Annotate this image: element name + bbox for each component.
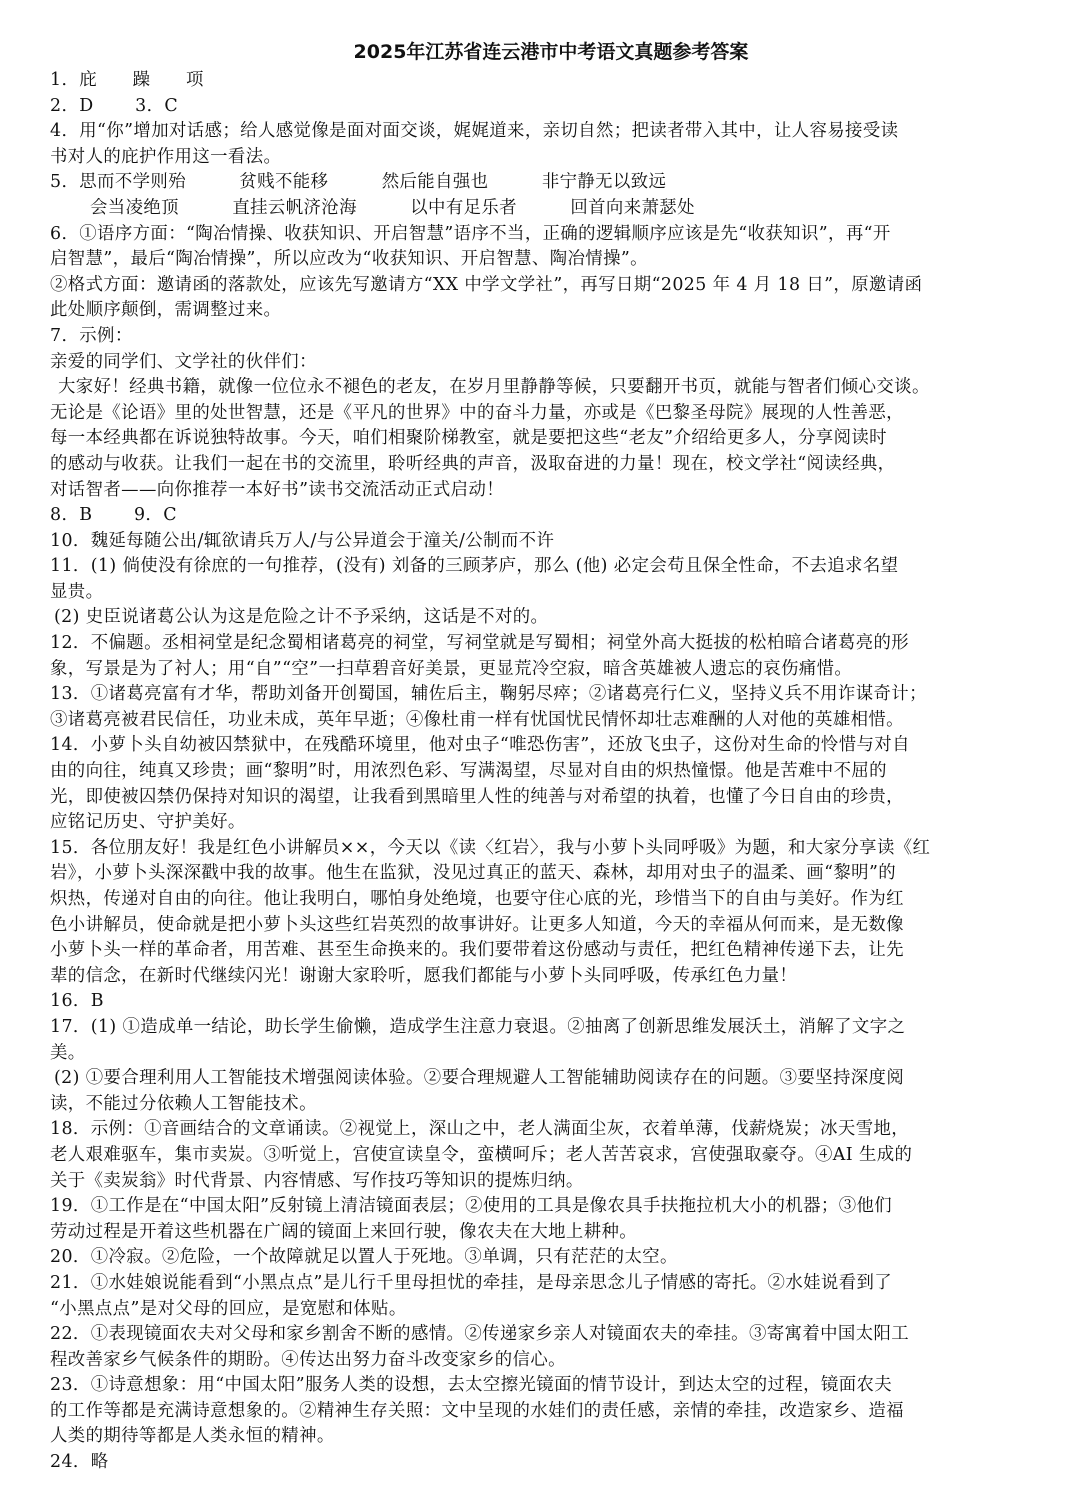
answer-line: 对话智者——向你推荐一本好书”读书交流活动正式启动！ [50,479,505,500]
answer-line: 色小讲解员，使命就是把小萝卜头这些红岩英烈的故事讲好。让更多人知道，今天的幸福从何而来，是无数像 [50,914,904,935]
answer-line: 17．(1) ①造成单一结论，助长学生偷懒，造成学生注意力衰退。②抽离了创新思维发展沃土，消解了文字之 [50,1016,906,1037]
answer-line: 关于《卖炭翁》时代背景、内容情感、写作技巧等知识的提炼归纳。 [50,1170,584,1191]
answer-line: 4．用“你”增加对话感；给人感觉像是面对面交谈，娓娓道来，亲切自然；把读者带入其中，让人容易接受读 [50,121,899,142]
answer-line: 21．①水娃娘说能看到“小黑点点”是儿行千里母担忧的牵挂，是母亲思念儿子情感的寄托。②水娃说看到了 [50,1272,893,1293]
answer-line: 19．①工作是在“中国太阳”反射镜上清洁镜面表层；②使用的工具是像农具手扶拖拉机大小的机器；③他们 [50,1196,893,1217]
page-title: 2025年江苏省连云港市中考语文真题参考答案 [353,41,749,63]
answer-line: ③诸葛亮被君民信任，功业未成，英年早逝；④像杜甫一样有忧国忧民情怀却壮志难酬的人对他的英雄相惜。 [50,709,904,730]
answer-line: 亲爱的同学们、文学社的伙伴们： [50,351,317,372]
answer-line: 读，不能过分依赖人工智能技术。 [50,1093,317,1114]
answer-line: 6．①语序方面：“陶冶情操、收获知识、开启智慧”语序不当，正确的逻辑顺序应该是先“收获知识”，再“开 [50,223,891,244]
answer-line: 的工作等都是充满诗意想象的。②精神生存关照：文中呈现的水娃们的责任感，亲情的牵挂，改造家乡、造福 [50,1400,904,1421]
answer-line: (2) 史臣说诸葛公认为这是危险之计不予采纳，这话是不对的。 [54,607,549,628]
answer-line: 16．B [50,991,104,1012]
answer-line: 13．①诸葛亮富有才华，帮助刘备开创蜀国，辅佐后主，鞠躬尽瘁；②诸葛亮行仁义，坚持义兵不用诈谋奇计； [50,684,927,705]
answer-line: 小萝卜头一样的革命者，用苦难、甚至生命换来的。我们要带着这份感动与责任，把红色精神传递下去，让先 [50,940,904,961]
answer-line: 显贵。 [50,581,104,602]
answer-line: 1．庇 躁 项 [50,70,204,90]
answer-line: 象，写景是为了衬人；用“自”“空”一扫草碧音好美景，更显荒冷空寂，暗含英雄被人遗忘的哀伤痛惜。 [50,658,853,679]
answer-line: 程改善家乡气候条件的期盼。④传达出努力奋斗改变家乡的信心。 [50,1349,566,1370]
answer-line: 会当凌绝顶 直挂云帆济沧海 以中有足乐者 回首向来萧瑟处 [90,197,695,218]
answer-line: 辈的信念，在新时代继续闪光！谢谢大家聆听，愿我们都能与小萝卜头同呼吸，传承红色力量！ [50,965,798,986]
answer-line: 人类的期待等都是人类永恒的精神。 [50,1426,335,1447]
answer-line: 光，即使被囚禁仍保持对知识的渴望，让我看到黑暗里人性的纯善与对希望的执着，也懂了今日自由的珍贵， [50,786,904,807]
answer-line: 劳动过程是开着这些机器在广阔的镜面上来回行驶，像农夫在大地上耕种。 [50,1221,638,1242]
answer-line: 启智慧”，最后“陶冶情操”，所以应改为“收获知识、开启智慧、陶冶情操”。 [50,249,648,270]
answer-line: 由的向往，纯真又珍贵；画“黎明”时，用浓烈色彩、写满渴望，尽显对自由的炽热憧憬。他是苦难中不屈的 [50,761,887,782]
answer-line: 岩》，小萝卜头深深戳中我的故事。他生在监狱，没见过真正的蓝天、森林，却用对虫子的温柔、画“黎明”的 [50,863,897,884]
answer-line: 18．示例：①音画结合的文章诵读。②视觉上，深山之中，老人满面尘灰，衣着单薄，伐薪烧炭；冰天雪地， [50,1119,910,1140]
answer-line: 23．①诗意想象：用“中国太阳”服务人类的设想，去太空擦光镜面的情节设计，到达太空的过程，镜面农夫 [50,1375,893,1396]
answer-line: 5．思而不学则殆 贫贱不能移 然后能自强也 非宁静无以致远 [50,172,667,193]
answer-line: 20．①冷寂。②危险，一个故障就足以置人于死地。③单调，只有茫茫的太空。 [50,1247,678,1268]
answer-line: ②格式方面：邀请函的落款处，应该先写邀请方“XX 中学文学社”，再写日期“2025 年 4 月 18 日”，原邀请函 [50,274,923,295]
answer-line: 7．示例： [50,325,133,346]
answer-line: 大家好！经典书籍，就像一位位永不褪色的老友，在岁月里静静等候，只要翻开书页，就能与智者们倾心交谈。 [58,377,930,398]
answer-line: 老人艰难驱车，集市卖炭。③听觉上，宫使宣读皇令，蛮横呵斥；老人苦苦哀求，宫使强取豪夺。④AI 生成的 [50,1144,913,1165]
answer-line: “小黑点点”是对父母的回应，是宽慰和体贴。 [50,1298,407,1319]
answer-line: 22．①表现镜面农夫对父母和家乡割舍不断的感情。②传递家乡亲人对镜面农夫的牵挂。③寄寓着中国太阳工 [50,1324,910,1345]
answer-line: 无论是《论语》里的处世智慧，还是《平凡的世界》中的奋斗力量，亦或是《巴黎圣母院》展现的人性善恶， [50,402,904,423]
answer-line: 应铭记历史、守护美好。 [50,812,246,833]
answer-line: 11．(1) 倘使没有徐庶的一句推荐，(没有) 刘备的三顾茅庐，那么 (他) 必定会苟且保全性命，不去追求名望 [50,556,899,577]
answer-line: 每一本经典都在诉说独特故事。今天，咱们相聚阶梯教室，就是要把这些“老友”介绍给更多人，分享阅读时 [50,428,887,449]
answer-line: 炽热，传递对自由的向往。他让我明白，哪怕身处绝境，也要守住心底的光，珍惜当下的自由与美好。作为红 [50,889,904,909]
answer-line: 2．D 3．C [50,95,179,116]
answer-line: 的感动与收获。让我们一起在书的交流里，聆听经典的声音，汲取奋进的力量！现在，校文学社“阅读经典， [50,453,896,474]
answer-line: (2) ①要合理利用人工智能技术增强阅读体验。②要合理规避人工智能辅助阅读存在的问题。③要坚持深度阅 [54,1068,905,1089]
answer-line: 此处顺序颠倒，需调整过来。 [50,300,282,321]
answer-line: 8．B 9．C [50,505,177,526]
answer-line: 15．各位朋友好！我是红色小讲解员××，今天以《读〈红岩〉，我与小萝卜头同呼吸》为题，和大家分享读《红 [50,837,931,858]
answer-line: 24．略 [50,1452,109,1473]
answer-line: 10．魏延每随公出/辄欲请兵万人/与公异道会于潼关/公制而不许 [50,530,555,551]
answer-line: 14．小萝卜头自幼被囚禁狱中，在残酷环境里，他对虫子“唯恐伤害”，还放飞虫子，这份对生命的怜惜与对自 [50,735,910,756]
answer-line: 12．不偏题。丞相祠堂是纪念蜀相诸葛亮的祠堂，写祠堂就是写蜀相；祠堂外高大挺拔的松柏暗合诸葛亮的形 [50,633,910,654]
answer-line: 书对人的庇护作用这一看法。 [50,146,282,167]
answer-line: 美。 [50,1042,86,1063]
